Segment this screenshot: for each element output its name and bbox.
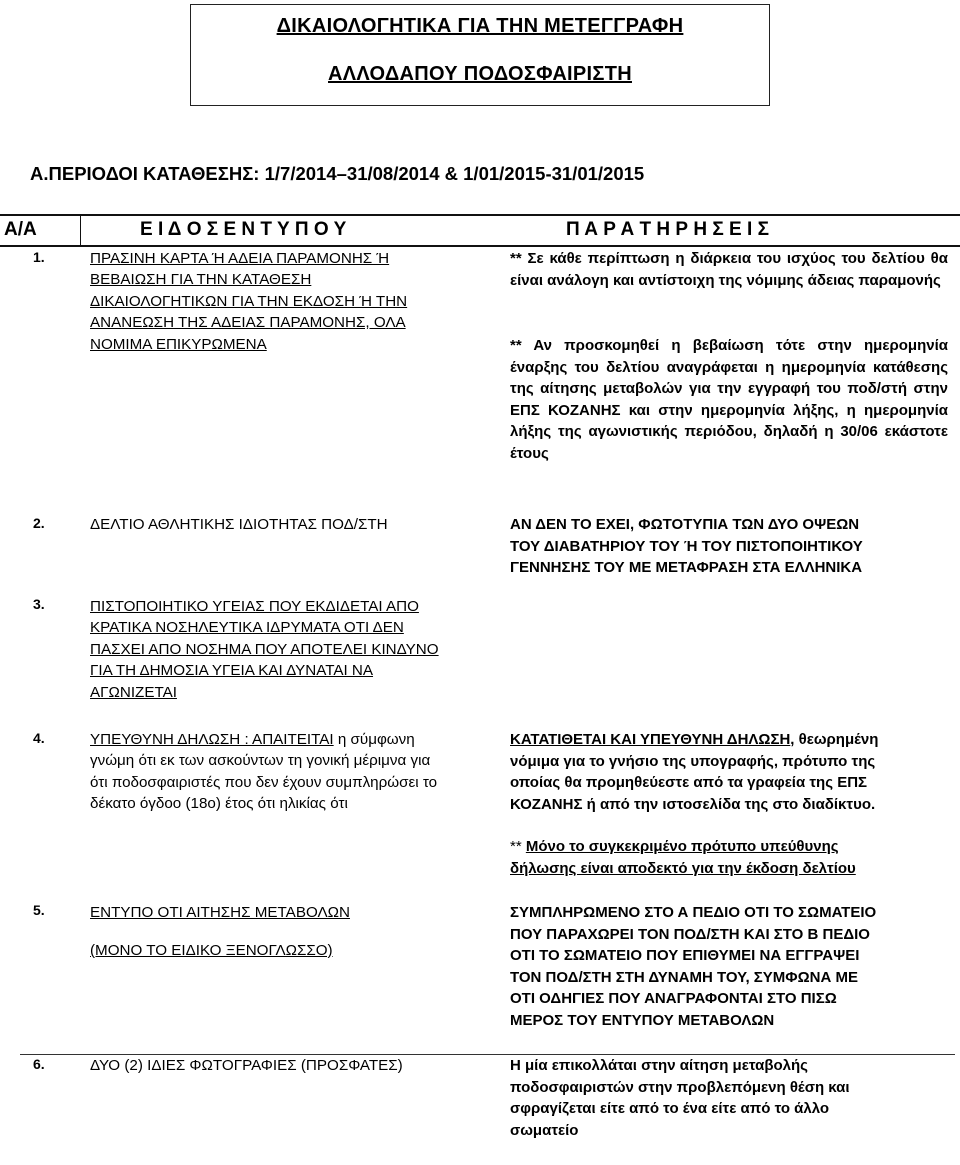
header-aa: Α/Α — [4, 219, 37, 240]
title-box — [190, 4, 770, 106]
row-5-document-note: (ΜΟΝΟ ΤΟ ΕΙΔΙΚΟ ΞΕΝΟΓΛΩΣΣΟ) — [90, 942, 333, 959]
row-4-template-line — [510, 836, 950, 858]
row-4-template-prefix: ** — [510, 838, 526, 855]
row-4-number: 4. — [33, 730, 45, 746]
submission-periods: Α.ΠΕΡΙΟΔΟΙ ΚΑΤΑΘΕΣΗΣ: 1/7/2014–31/08/2014 & 1/01/2015-31/01/2015 — [30, 163, 645, 184]
row-6-note-line: ποδοσφαιριστών στην προβλεπόμενη θέση και — [510, 1078, 850, 1096]
row-3-doc-line: ΠΙΣΤΟΠΟΙΗΤΙΚΟ ΥΓΕΙΑΣ ΠΟΥ ΕΚΔΙΔΕΤΑΙ ΑΠΟ — [90, 598, 419, 615]
row-3-doc-line: ΚΡΑΤΙΚΑ ΝΟΣΗΛΕΥΤΙΚΑ ΙΔΡΥΜΑΤΑ ΟΤΙ ΔΕΝ — [90, 619, 404, 637]
row-4-note-line: οποίας θα προμηθεύεστε από τα γραφεία της ΕΠΣ — [510, 774, 868, 791]
row-4-note-line: ΚΟΖΑΝΗΣ ή από την ιστοσελίδα της στο διαδίκτυο. — [510, 795, 876, 813]
row-4-document — [90, 729, 500, 815]
row-5-note — [510, 902, 950, 1031]
row-1-number: 1. — [33, 249, 45, 265]
row-3-doc-line: ΑΓΩΝΙΖΕΤΑΙ — [90, 683, 177, 701]
row-2-number: 2. — [33, 515, 45, 531]
row-5-note-line: ΜΕΡΟΣ ΤΟΥ ΕΝΤΥΠΟΥ ΜΕΤΑΒΟΛΩΝ — [510, 1011, 775, 1029]
row-1-doc-line: ΑΝΑΝΕΩΣΗ ΤΗΣ ΑΔΕΙΑΣ ΠΑΡΑΜΟΝΗΣ, ΟΛΑ — [90, 314, 406, 332]
row-6-number: 6. — [33, 1056, 45, 1072]
row-4-doc-line: γνώμη ότι εκ των ασκούντων τη γονική μέριμνα για — [90, 752, 431, 770]
row-5-number: 5. — [33, 902, 45, 918]
row-5-note-line: ΟΤΙ ΤΟ ΣΩΜΑΤΕΙΟ ΠΟΥ ΕΠΙΘΥΜΕΙ ΝΑ ΕΓΓΡΑΨΕΙ — [510, 947, 860, 964]
row-2-document: ΔΕΛΤΙΟ ΑΘΛΗΤΙΚΗΣ ΙΔΙΟΤΗΤΑΣ ΠΟΔ/ΣΤΗ — [90, 516, 388, 533]
row-5-note-line: ΣΥΜΠΛΗΡΩΜΕΝΟ ΣΤΟ Α ΠΕΔΙΟ ΟΤΙ ΤΟ ΣΩΜΑΤΕΙΟ — [510, 904, 877, 921]
header-paratiriseis: Π Α Ρ Α Τ Η Ρ Η Σ Ε Ι Σ — [566, 219, 769, 240]
row-4-note — [510, 729, 950, 815]
row-5-note-line: ΤΟΝ ΠΟΔ/ΣΤΗ ΣΤΗ ΔΥΝΑΜΗ ΤΟΥ, ΣΥΜΦΩΝΑ ΜΕ — [510, 968, 858, 986]
header-bottom-rule — [0, 245, 960, 247]
row-4-doc-line — [90, 729, 500, 750]
row-1-doc-line: ΒΕΒΑΙΩΣΗ ΓΙΑ ΤΗΝ ΚΑΤΑΘΕΣΗ — [90, 271, 312, 289]
row-2-note-line: ΓΕΝΝΗΣΗΣ ΤΟΥ ΜΕ ΜΕΤΑΦΡΑΣΗ ΣΤΑ ΕΛΛΗΝΙΚΑ — [510, 559, 863, 576]
header-divider — [80, 214, 81, 245]
row-2-note-line: ΑΝ ΔΕΝ ΤΟ ΕΧΕΙ, ΦΩΤΟΤΥΠΙΑ ΤΩΝ ΔΥΟ ΟΨΕΩΝ — [510, 516, 860, 533]
row-1-doc-line: ΔΙΚΑΙΟΛΟΓΗΤΙΚΩΝ ΓΙΑ ΤΗΝ ΕΚΔΟΣΗ Ή ΤΗΝ — [90, 292, 408, 310]
row-4-template-note — [510, 836, 950, 879]
row-1-note-1: ** Σε κάθε περίπτωση η διάρκεια του ισχύος του δελτίου θα είναι ανάλογη και αντίστοιχη της νόμιμης άδειας παραμονής — [510, 250, 948, 289]
row-6-note-line: σωματείο — [510, 1121, 579, 1139]
header-eidos: Ε Ι Δ Ο Σ Ε Ν Τ Υ Π Ο Υ — [140, 219, 347, 240]
row-6-document: ΔΥΟ (2) ΙΔΙΕΣ ΦΩΤΟΓΡΑΦΙΕΣ (ΠΡΟΣΦΑΤΕΣ) — [90, 1057, 403, 1074]
row-4-doc-text: η σύμφωνη — [333, 731, 415, 748]
row-4-note-line: νόμιμα για το γνήσιο της υπογραφής, πρότυπο της — [510, 752, 876, 770]
title-line-2: ΑΛΛΟΔΑΠΟΥ ΠΟΔΟΣΦΑΙΡΙΣΤΗ — [328, 63, 632, 85]
row-4-doc-line: ότι ποδοσφαιριστές που δεν έχουν συμπληρώσει το — [90, 773, 438, 791]
row-4-note-text: , θεωρημένη — [790, 731, 879, 748]
row-4-template-line: δήλωσης είναι αποδεκτό για την έκδοση δελτίου — [510, 859, 856, 877]
row-3-number: 3. — [33, 596, 45, 612]
row-1-doc-line: ΠΡΑΣΙΝΗ ΚΑΡΤΑ Ή ΑΔΕΙΑ ΠΑΡΑΜΟΝΗΣ Ή — [90, 250, 390, 267]
row-2-note-line: ΤΟΥ ΔΙΑΒΑΤΗΡΙΟΥ ΤΟΥ Ή ΤΟΥ ΠΙΣΤΟΠΟΙΗΤΙΚΟΥ — [510, 537, 863, 555]
row-4-doc-heading: ΥΠΕΥΘΥΝΗ ΔΗΛΩΣΗ : ΑΠΑΙΤΕΙΤΑΙ — [90, 731, 334, 748]
row-3-doc-line: ΓΙΑ ΤΗ ΔΗΜΟΣΙΑ ΥΓΕΙΑ ΚΑΙ ΔΥΝΑΤΑΙ ΝΑ — [90, 662, 374, 680]
row-3-document — [90, 596, 500, 703]
row-4-note-line — [510, 729, 950, 751]
row-4-doc-line: δέκατο όγδοο (18ο) έτος ότι ηλικίας ότι — [90, 795, 348, 813]
row-1-document — [90, 248, 490, 355]
row-4-template-text: Μόνο το συγκεκριμένο πρότυπο υπεύθυνης — [525, 838, 839, 855]
row-6-note-line: σφραγίζεται είτε από το ένα είτε από το άλλο — [510, 1100, 830, 1117]
row-5-note-line: ΠΟΥ ΠΑΡΑΧΩΡΕΙ ΤΟΝ ΠΟΔ/ΣΤΗ ΚΑΙ ΣΤΟ Β ΠΕΔΙΟ — [510, 925, 870, 943]
row-1-doc-line: ΝΟΜΙΜΑ ΕΠΙΚΥΡΩΜΕΝΑ — [90, 335, 267, 353]
row-5-note-line: ΟΤΙ ΟΔΗΓΙΕΣ ΠΟΥ ΑΝΑΓΡΑΦΟΝΤΑΙ ΣΤΟ ΠΙΣΩ — [510, 990, 837, 1007]
row-4-note-heading: ΚΑΤΑΤΙΘΕΤΑΙ ΚΑΙ ΥΠΕΥΘΥΝΗ ΔΗΛΩΣΗ — [510, 731, 791, 748]
row-3-doc-line: ΠΑΣΧΕΙ ΑΠΟ ΝΟΣΗΜΑ ΠΟΥ ΑΠΟΤΕΛΕΙ ΚΙΝΔΥΝΟ — [90, 640, 439, 658]
title-line-1: ΔΙΚΑΙΟΛΟΓΗΤΙΚΑ ΓΙΑ ΤΗΝ ΜΕΤΕΓΓΡΑΦΗ — [276, 15, 684, 37]
table-top-rule — [0, 214, 960, 216]
row-2-note — [510, 514, 950, 579]
row-6-note — [510, 1055, 950, 1141]
row-1-note-2: ** Αν προσκομηθεί η βεβαίωση τότε στην ημερομηνία έναρξης του δελτίου αναγράφεται η ημερομηνία κατάθεσης της αίτησης μεταβολών για την εγγραφή του ποδ/στή στην ΕΠΣ ΚΟΖΑΝΗΣ και στην ημερομηνία λήξης, η ημερομηνία λήξης της αγωνιστικής περιόδου, δηλαδή η 30/06 εκάστοτε έτους — [510, 337, 948, 462]
row-6-note-line: Η μία επικολλάται στην αίτηση μεταβολής — [510, 1057, 808, 1074]
row-5-document: ΕΝΤΥΠΟ ΟΤΙ ΑΙΤΗΣΗΣ ΜΕΤΑΒΟΛΩΝ — [90, 904, 350, 921]
